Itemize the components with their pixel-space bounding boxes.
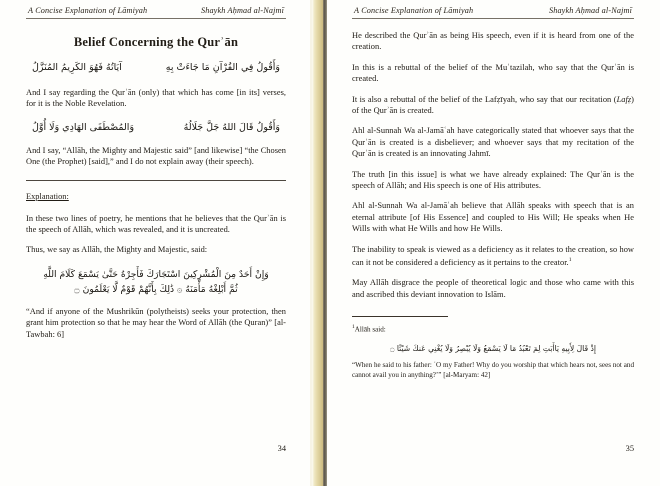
running-head-left <box>26 6 286 15</box>
arabic-couplet-1 <box>32 60 280 76</box>
running-head-right <box>352 6 634 15</box>
running-head-author: Shaykh Aḥmad al-Najmī <box>200 6 284 15</box>
quran-verse-line-1: وَإِنْ أَحَدٌ مِنَ الْمُشْرِكِينَ اسْتَجَارَكَ فَأَجِرْهُ حَتَّىٰ يَسْمَعَ كَلَامَ اللَّهِ <box>43 268 269 280</box>
running-head-title: A Concise Explanation of Lāmiyah <box>28 6 148 15</box>
hemistich-left-1: آيَاتُهُ فَهُوَ الكَرِيمُ المُنَزَّلُ <box>32 62 122 73</box>
header-rule <box>26 18 286 19</box>
hemistich-right-2: وَأَقُولُ قَالَ اللهُ جَلَّ جَلَالُهُ <box>183 121 280 133</box>
footnote-intro-text: Allāh said: <box>354 325 386 334</box>
paragraph-right-7 <box>352 244 634 269</box>
paragraph-left-5: “And if anyone of the Mushrikūn (polytheists) seeks your protection, then grant him protection so that he may hear the Word of Allāh (the Quran)” [al-Tawbah: 6] <box>26 306 286 339</box>
paragraph-right-8: May Allāh disgrace the people of theoretical logic and those who came with this and ascribed this deviant innovation to Islām. <box>352 278 634 299</box>
running-head-title-right: A Concise Explanation of Lāmiyah <box>354 6 474 15</box>
footnote-reference-marker[interactable]: 1 <box>568 257 572 264</box>
paragraph-right-5: The truth [in this issue] is what we have already explained: The Qurʾān is the speech of Allāh; and His speech is one of His attributes. <box>352 169 634 191</box>
gutter-spine-shadow <box>323 0 327 486</box>
paragraph-left-4: Thus, we say as Allāh, the Mighty and Majestic, said: <box>26 245 208 255</box>
section-divider <box>26 180 286 181</box>
paragraph-left-1: And I say regarding the Qurʾān (only) that which has come [in its] verses, for it is the Noble Revelation. <box>26 88 286 109</box>
arabic-couplet-2 <box>32 120 280 136</box>
paragraph-right-1: He described the Qurʾān as being His speech, even if it is heard from one of the creation. <box>352 31 634 52</box>
footnote-intro <box>352 323 634 335</box>
header-rule-right <box>352 18 634 19</box>
hemistich-right-1: وَأَقُولُ فِي القُرْآنِ مَا جَاءَتْ بِهِ <box>165 62 280 73</box>
paragraph-right-3-b: ) of the Qurʾān is created. <box>352 94 634 116</box>
paragraph-left-3: In these two lines of poetry, he mentions that he believes that the Qurʾān is the speech of Allāh, which was revealed, and it is uncreated. <box>26 213 286 235</box>
page-left <box>0 0 308 486</box>
footnote-marker: 1 <box>352 324 355 331</box>
quran-verse-maryam: إِذْ قَالَ لِأَبِيهِ يَاأَبَتِ لِمَ تَعْبُدُ مَا لَا يَسْمَعُ وَلَا يُبْصِرُ وَلَا يُغْنِي عَنكَ شَيْئًا ۝ <box>389 344 597 354</box>
chapter-title: Belief Concerning the Qurʾān <box>73 35 239 49</box>
paragraph-right-3 <box>352 94 634 117</box>
paragraph-left-2: And I say, “Allāh, the Mighty and Majestic said” [and likewise] “the Chosen One (the Prophet) [said],” and I do not explain away (their speech). <box>26 145 286 167</box>
term-lafz: Lafẓ <box>616 94 632 104</box>
folio-left: 34 <box>277 444 286 453</box>
footnote-rule <box>352 316 448 317</box>
paragraph-right-4: Ahl al-Sunnah Wa al-Jamāʿah have categorically stated that whoever says that the Qurʾān is created is a disbeliever; and whoever says that my recitation of the Qurʾān is created is an innovating Jahmī. <box>352 126 634 159</box>
running-head-author-right: Shaykh Aḥmad al-Najmī <box>548 6 632 15</box>
paragraph-right-2: In this is a rebuttal of the belief of the Muʿtazilah, who say that the Qurʾān is created. <box>352 62 634 84</box>
book-gutter <box>308 0 330 486</box>
paragraph-right-3-a: It is also a rebuttal of the belief of the Lafẓīyah, who say that our recitation ( <box>352 94 617 104</box>
quran-verse-tawbah <box>30 267 282 297</box>
hemistich-left-2: وَالمُصْطَفَى الهَادِي وَلَا أُوَّلُ <box>32 121 135 133</box>
paragraph-right-6: Ahl al-Sunnah Wa al-Jamāʿah believe that Allāh speaks with speech that is an eternal attribute [of His Essence] and coupled to His Will; He speaks when He Wills with what He Wills and how He Wills. <box>352 201 634 234</box>
page-right <box>330 0 660 486</box>
explanation-label: Explanation: <box>26 191 69 201</box>
gutter-page-edge <box>312 0 323 486</box>
folio-right: 35 <box>625 444 634 453</box>
quran-verse-line-2: ثُمَّ أَبْلِغْهُ مَأْمَنَهُ ۞ ذَٰلِكَ بِأَنَّهُمْ قَوْمٌ لَّا يَعْلَمُونَ ۝ <box>74 283 238 295</box>
paragraph-right-7-text: The inability to speak is viewed as a deficiency as it relates to the creation, so how can it not be considered a deficiency as it pertains to the creator. <box>352 244 634 267</box>
footnote-translation: “When he said to his father: ʿO my Father! Why do you worship that which hears not, sees not and cannot avail you in anything?ʼ” [al-Maryam: 42] <box>352 361 634 379</box>
